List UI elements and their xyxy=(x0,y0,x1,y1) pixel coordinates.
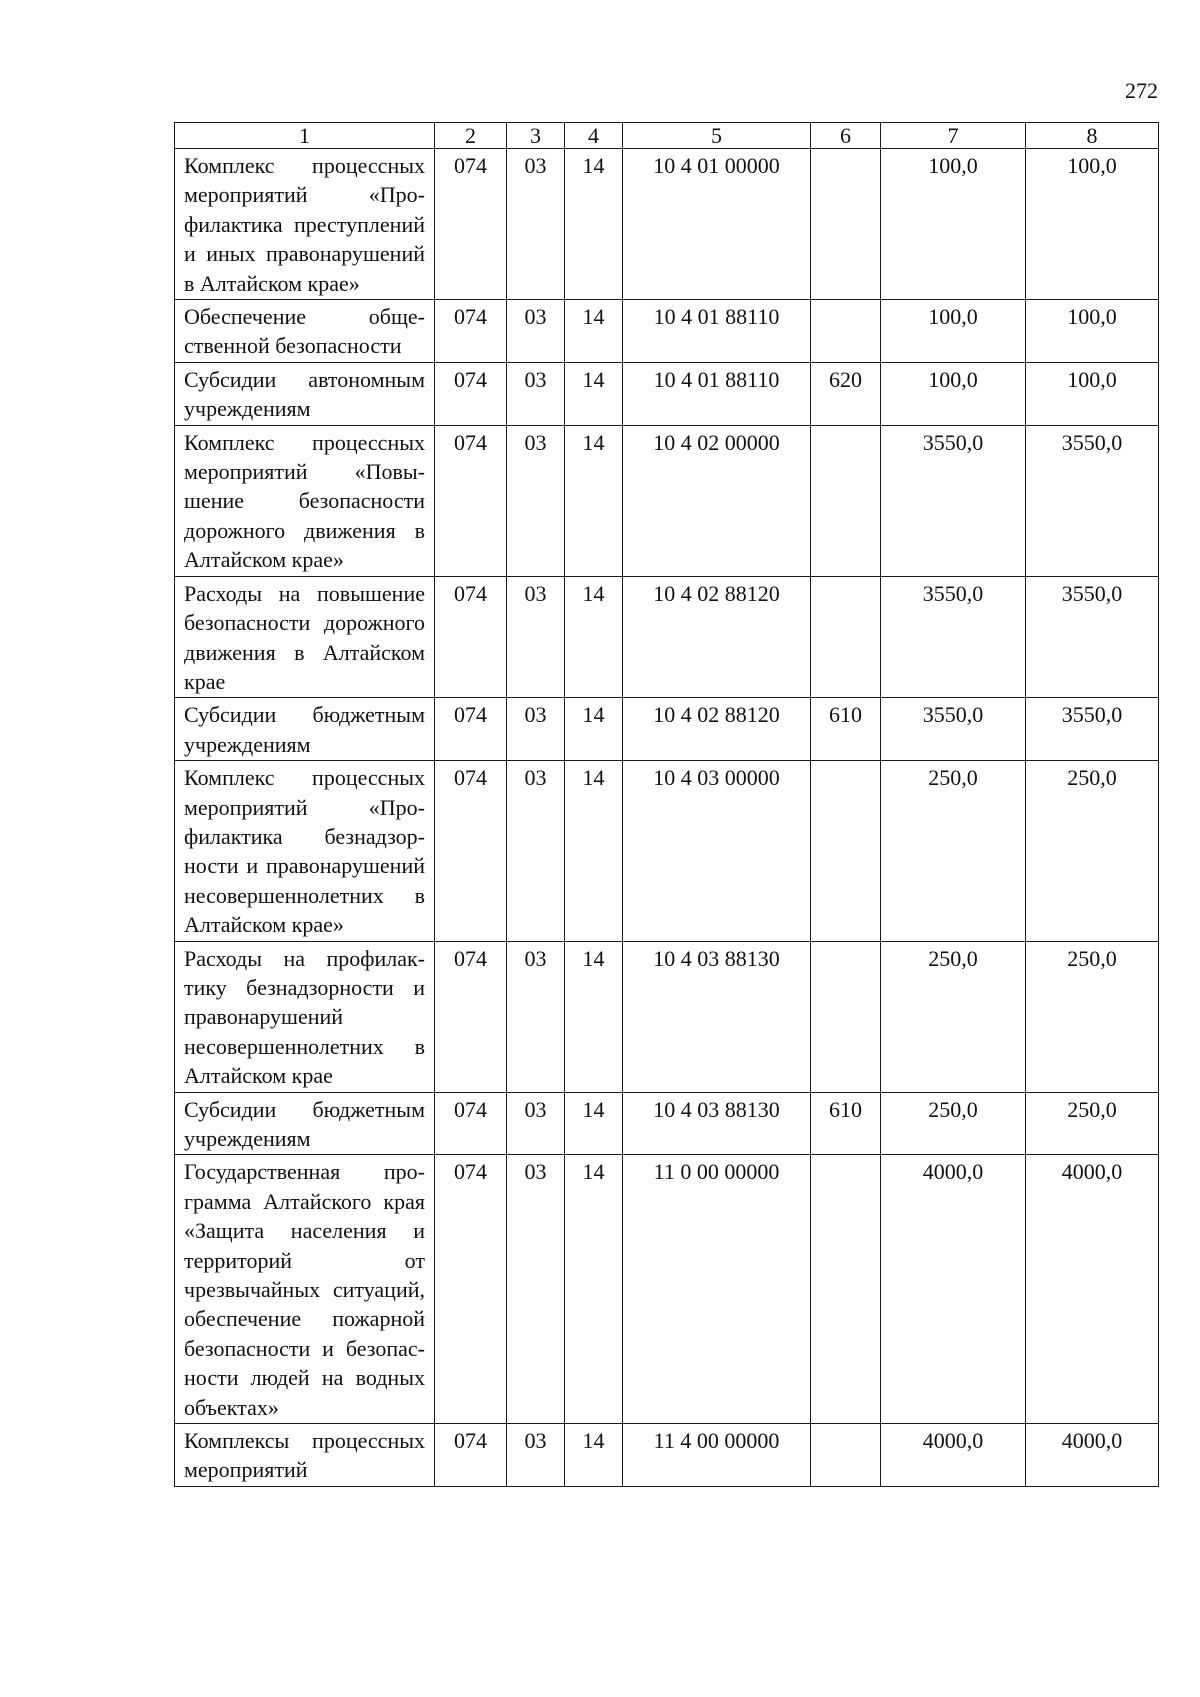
item-name-cell: Комплекс процессных мероприятий «Профилактика безнадзорности и правонарушений несовершеннолетних в Алтайском крае» xyxy=(175,761,435,941)
section-code-cell: 03 xyxy=(507,576,565,698)
amount-year2-cell: 3550,0 xyxy=(1026,576,1159,698)
target-article-cell: 11 4 00 00000 xyxy=(623,1424,811,1487)
expense-type-cell xyxy=(811,941,881,1092)
amount-year2-cell: 4000,0 xyxy=(1026,1155,1159,1424)
table-row xyxy=(175,1155,1159,1424)
amount-year2-cell: 250,0 xyxy=(1026,761,1159,941)
subsection-code-cell: 14 xyxy=(565,698,623,761)
target-article-cell: 11 0 00 00000 xyxy=(623,1155,811,1424)
department-code-cell: 074 xyxy=(435,362,507,425)
department-code-cell: 074 xyxy=(435,425,507,576)
expense-type-cell xyxy=(811,761,881,941)
subsection-code-cell: 14 xyxy=(565,941,623,1092)
header-cell: 6 xyxy=(811,123,881,149)
expense-type-cell xyxy=(811,1155,881,1424)
expense-type-cell xyxy=(811,1424,881,1487)
item-name-cell: Обеспечение общественной безопасности xyxy=(175,300,435,363)
expense-type-cell xyxy=(811,300,881,363)
table-row xyxy=(175,941,1159,1092)
header-cell: 1 xyxy=(175,123,435,149)
item-name-cell: Государственная программа Алтайского края «Защита населения и территорий от чрезвычайных ситуаций, обеспечение пожарной безопасности и безопасности людей на водных объектах» xyxy=(175,1155,435,1424)
item-name-cell: Субсидии бюджетным учреждениям xyxy=(175,698,435,761)
page-number: 272 xyxy=(1125,78,1158,103)
table-header xyxy=(175,123,1159,149)
table-row xyxy=(175,149,1159,300)
section-code-cell: 03 xyxy=(507,1155,565,1424)
amount-year1-cell: 100,0 xyxy=(881,149,1026,300)
target-article-cell: 10 4 03 00000 xyxy=(623,761,811,941)
target-article-cell: 10 4 02 88120 xyxy=(623,576,811,698)
table-row xyxy=(175,362,1159,425)
amount-year2-cell: 250,0 xyxy=(1026,941,1159,1092)
amount-year2-cell: 250,0 xyxy=(1026,1092,1159,1155)
section-code-cell: 03 xyxy=(507,362,565,425)
amount-year2-cell: 100,0 xyxy=(1026,362,1159,425)
subsection-code-cell: 14 xyxy=(565,1092,623,1155)
amount-year1-cell: 3550,0 xyxy=(881,425,1026,576)
item-name-cell: Комплексы процессных мероприятий xyxy=(175,1424,435,1487)
target-article-cell: 10 4 03 88130 xyxy=(623,1092,811,1155)
target-article-cell: 10 4 02 00000 xyxy=(623,425,811,576)
expense-type-cell xyxy=(811,149,881,300)
section-code-cell: 03 xyxy=(507,761,565,941)
target-article-cell: 10 4 01 00000 xyxy=(623,149,811,300)
target-article-cell: 10 4 02 88120 xyxy=(623,698,811,761)
amount-year1-cell: 250,0 xyxy=(881,761,1026,941)
amount-year1-cell: 250,0 xyxy=(881,1092,1026,1155)
item-name-cell: Комплекс процессных мероприятий «Профилактика преступлений и иных правонарушений в Алтайском крае» xyxy=(175,149,435,300)
section-code-cell: 03 xyxy=(507,425,565,576)
expense-type-cell xyxy=(811,576,881,698)
department-code-cell: 074 xyxy=(435,1155,507,1424)
section-code-cell: 03 xyxy=(507,941,565,1092)
amount-year2-cell: 100,0 xyxy=(1026,149,1159,300)
table-row xyxy=(175,698,1159,761)
item-name-cell: Субсидии бюджетным учреждениям xyxy=(175,1092,435,1155)
section-code-cell: 03 xyxy=(507,300,565,363)
header-cell: 3 xyxy=(507,123,565,149)
subsection-code-cell: 14 xyxy=(565,576,623,698)
amount-year1-cell: 100,0 xyxy=(881,362,1026,425)
department-code-cell: 074 xyxy=(435,1424,507,1487)
amount-year2-cell: 3550,0 xyxy=(1026,698,1159,761)
budget-table xyxy=(174,122,1159,1487)
amount-year1-cell: 3550,0 xyxy=(881,576,1026,698)
table-row xyxy=(175,576,1159,698)
amount-year2-cell: 4000,0 xyxy=(1026,1424,1159,1487)
department-code-cell: 074 xyxy=(435,698,507,761)
table-row xyxy=(175,1424,1159,1487)
amount-year1-cell: 4000,0 xyxy=(881,1424,1026,1487)
item-name-cell: Расходы на профилактику безнадзорности и правонарушений несовершеннолетних в Алтайском крае xyxy=(175,941,435,1092)
amount-year1-cell: 4000,0 xyxy=(881,1155,1026,1424)
amount-year1-cell: 250,0 xyxy=(881,941,1026,1092)
section-code-cell: 03 xyxy=(507,698,565,761)
item-name-cell: Расходы на повышение безопасности дорожного движения в Алтайском крае xyxy=(175,576,435,698)
item-name-cell: Комплекс процессных мероприятий «Повышение безопасности дорожного движения в Алтайском крае» xyxy=(175,425,435,576)
subsection-code-cell: 14 xyxy=(565,761,623,941)
expense-type-cell: 610 xyxy=(811,1092,881,1155)
subsection-code-cell: 14 xyxy=(565,362,623,425)
header-cell: 4 xyxy=(565,123,623,149)
table-row xyxy=(175,1092,1159,1155)
section-code-cell: 03 xyxy=(507,1424,565,1487)
target-article-cell: 10 4 01 88110 xyxy=(623,362,811,425)
subsection-code-cell: 14 xyxy=(565,425,623,576)
item-name-cell: Субсидии автономным учреждениям xyxy=(175,362,435,425)
department-code-cell: 074 xyxy=(435,149,507,300)
table-row xyxy=(175,761,1159,941)
department-code-cell: 074 xyxy=(435,941,507,1092)
table-row xyxy=(175,300,1159,363)
header-cell: 2 xyxy=(435,123,507,149)
header-cell: 5 xyxy=(623,123,811,149)
department-code-cell: 074 xyxy=(435,1092,507,1155)
subsection-code-cell: 14 xyxy=(565,300,623,363)
target-article-cell: 10 4 01 88110 xyxy=(623,300,811,363)
department-code-cell: 074 xyxy=(435,300,507,363)
subsection-code-cell: 14 xyxy=(565,1424,623,1487)
header-cell: 8 xyxy=(1026,123,1159,149)
table-row xyxy=(175,425,1159,576)
section-code-cell: 03 xyxy=(507,149,565,300)
header-row xyxy=(175,123,1159,149)
table-body xyxy=(175,149,1159,1487)
amount-year1-cell: 3550,0 xyxy=(881,698,1026,761)
expense-type-cell xyxy=(811,425,881,576)
amount-year2-cell: 100,0 xyxy=(1026,300,1159,363)
amount-year2-cell: 3550,0 xyxy=(1026,425,1159,576)
amount-year1-cell: 100,0 xyxy=(881,300,1026,363)
department-code-cell: 074 xyxy=(435,576,507,698)
expense-type-cell: 620 xyxy=(811,362,881,425)
department-code-cell: 074 xyxy=(435,761,507,941)
target-article-cell: 10 4 03 88130 xyxy=(623,941,811,1092)
subsection-code-cell: 14 xyxy=(565,1155,623,1424)
header-cell: 7 xyxy=(881,123,1026,149)
expense-type-cell: 610 xyxy=(811,698,881,761)
section-code-cell: 03 xyxy=(507,1092,565,1155)
subsection-code-cell: 14 xyxy=(565,149,623,300)
